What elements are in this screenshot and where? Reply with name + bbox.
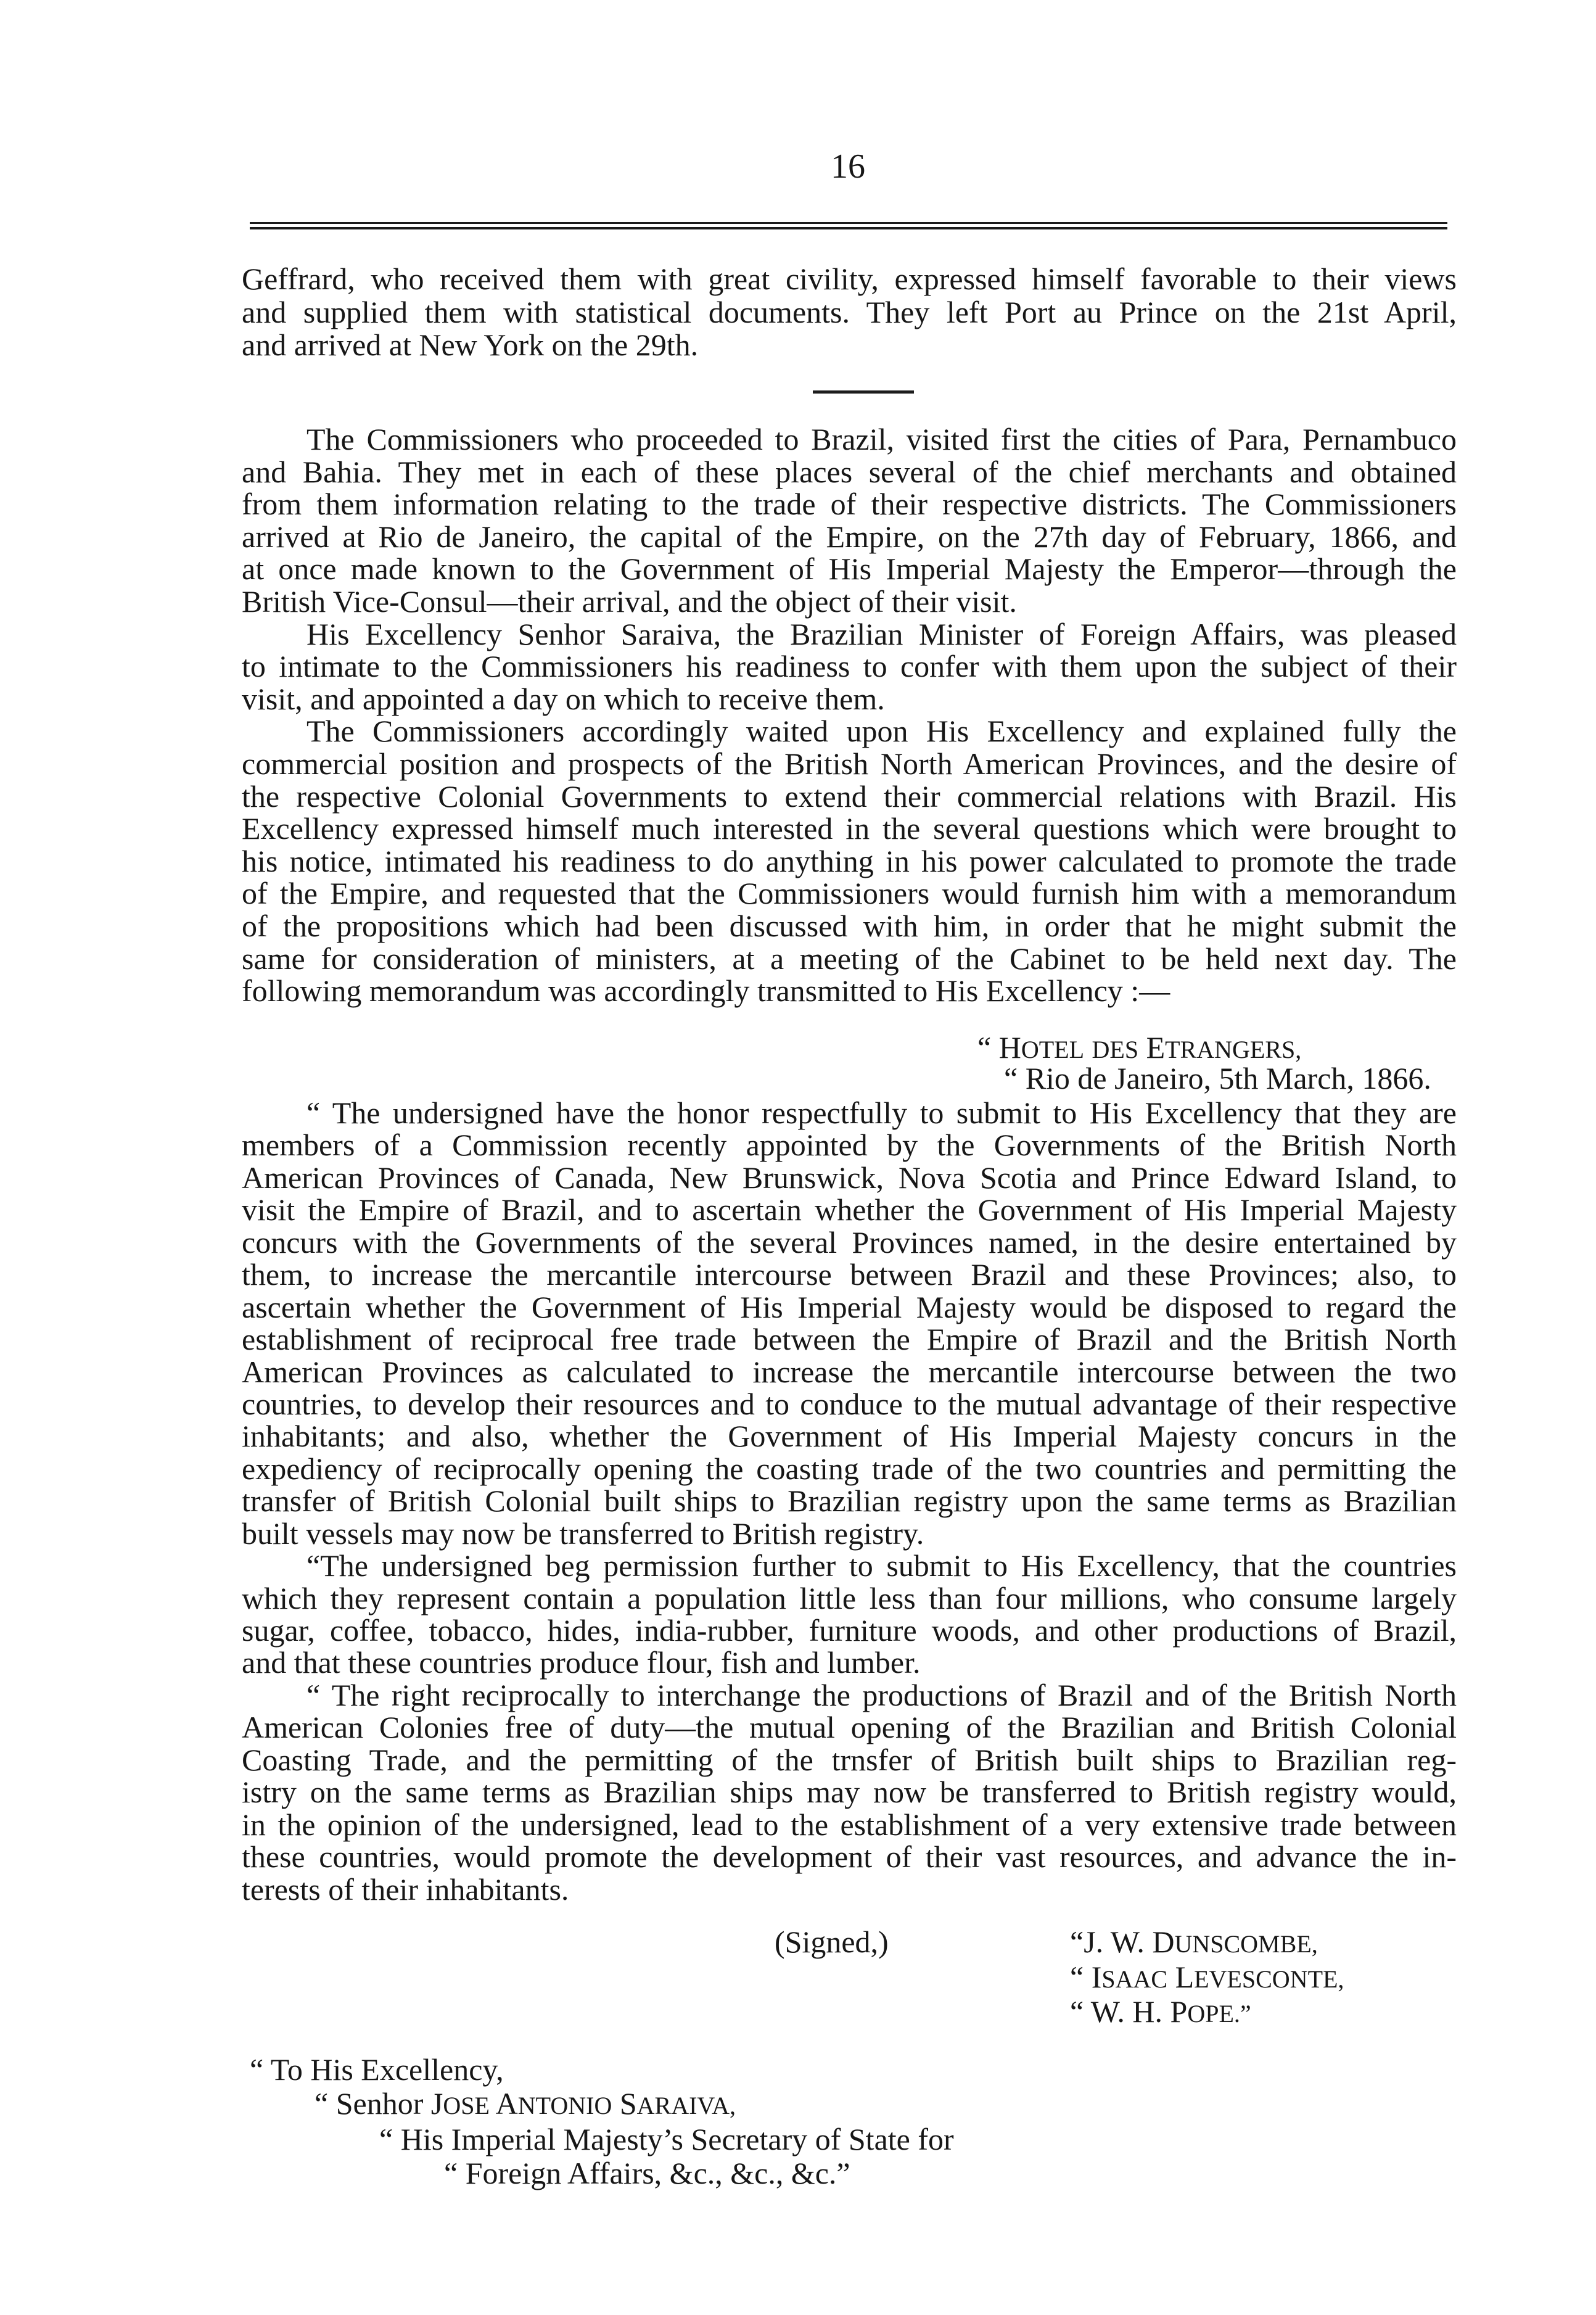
text-line: establishment of reciprocal free trade between the Empire of Brazil and the British North (242, 1322, 1457, 1357)
text-line: built vessels may now be transferred to British registry. (242, 1516, 924, 1551)
small-caps-run: EVESCONTE, (1194, 1965, 1344, 1993)
text-line: from them information relating to the trade of their respective districts. The Commissioners (242, 487, 1457, 522)
text-line: American Colonies free of duty—the mutual opening of the Brazilian and British Colonial (242, 1710, 1457, 1745)
paragraph (242, 715, 1457, 1007)
narrative-section (242, 423, 1457, 1007)
text-line: Geffrard, who received them with great civility, expressed himself favorable to their views (242, 262, 1457, 296)
text-line: “ The undersigned have the honor respectfully to submit to His Excellency that they are (306, 1096, 1457, 1130)
memo-heading-hotel (977, 1032, 1301, 1065)
text-line: The Commissioners accordingly waited upon His Excellency and explained fully the (306, 714, 1457, 749)
text-line: which they represent contain a population little less than four millions, who consume largely (242, 1580, 1457, 1616)
text-line: ascertain whether the Government of His Imperial Majesty would be disposed to regard the (242, 1289, 1457, 1324)
small-caps-run: SAAC (1101, 1965, 1168, 1993)
text-line: istry on the same terms as Brazilian ships may now be transferred to British registry would, (242, 1775, 1457, 1810)
signatory (1070, 1926, 1344, 1961)
small-caps-run: TRANGERS, (1165, 1036, 1302, 1063)
recipient-address (250, 2053, 954, 2190)
signatory-surname: DUNSCOMBE, (1152, 1925, 1318, 1959)
small-caps-run: UNSCOMBE, (1174, 1930, 1318, 1958)
text-line: inhabitants; and also, whether the Government of His Imperial Majesty concurs in the (242, 1419, 1457, 1454)
text-line: American Provinces as calculated to increase the mercantile intercourse between the two (242, 1354, 1457, 1389)
text-line: same for consideration of ministers, at a meeting of the Cabinet to be held next day. The (242, 941, 1457, 976)
small-caps-run: NTONIO (517, 2092, 612, 2119)
paragraph (242, 1550, 1457, 1679)
signatories (1070, 1926, 1344, 2031)
signatory-surname: ISAAC LEVESCONTE, (1091, 1959, 1344, 1994)
text-line: countries, to develop their resources and to conduce to the mutual advantage of their respective (242, 1386, 1457, 1421)
text-line: of the propositions which had been discussed with him, in order that he might submit the (242, 908, 1457, 943)
small-caps-run: OTEL (1021, 1036, 1084, 1063)
text-line: to intimate to the Commissioners his readiness to confer with them upon the subject of their (242, 649, 1457, 684)
recipient-line: “ Foreign Affairs, &c., &c., &c.” (444, 2156, 850, 2190)
memorandum-body (242, 1097, 1457, 1905)
text-line: and arrived at New York on the 29th. (242, 328, 699, 362)
text-line: and supplied them with statistical documents. They left Port au Prince on the 21st April, (242, 294, 1457, 329)
header-double-rule-bottom (250, 227, 1447, 229)
recipient-line (315, 2087, 954, 2123)
text-line: following memorandum was accordingly transmitted to His Excellency :— (242, 973, 1170, 1009)
text-line: concurs with the Governments of the several Provinces named, in the desire entertained by (242, 1224, 1457, 1260)
text-line: his notice, intimated his readiness to do anything in his power calculated to promote the trade (242, 843, 1457, 878)
signed-label: (Signed,) (775, 1925, 889, 1959)
signatory (1070, 1961, 1344, 1996)
section-divider-rule (813, 390, 914, 394)
recipient-title: “ Senhor (315, 2086, 424, 2121)
text-line: “The undersigned beg permission further to submit to His Excellency, that the countries (306, 1548, 1457, 1583)
signatory-initials: “ (1070, 1959, 1084, 1994)
text-line: of the Empire, and requested that the Commissioners would furnish him with a memorandum (242, 876, 1457, 911)
recipient-line: “ His Imperial Majesty’s Secretary of State for (379, 2122, 954, 2156)
text-line: these countries, would promote the development of their vast resources, and advance the in- (242, 1839, 1457, 1875)
small-caps-run: DES (1092, 1036, 1139, 1063)
text-line: and Bahia. They met in each of these places several of the chief merchants and obtained (242, 454, 1457, 489)
text-line: The Commissioners who proceeded to Brazil, visited first the cities of Para, Pernambuco (306, 422, 1457, 456)
paragraph (242, 618, 1457, 716)
recipient-name: JOSE ANTONIO SARAIVA, (430, 2086, 736, 2121)
small-caps-run: OSE (443, 2092, 490, 2119)
text-line: visit the Empire of Brazil, and to ascertain whether the Government of His Imperial Majesty (242, 1192, 1457, 1228)
text-line: members of a Commission recently appointed by the Governments of the British North (242, 1128, 1457, 1163)
page-number: 16 (831, 147, 865, 186)
text-line: Excellency expressed himself much interested in the several questions which were brought to (242, 811, 1457, 846)
hotel-name: HOTEL DES ETRANGERS, (998, 1030, 1302, 1065)
text-line: His Excellency Senhor Saraiva, the Brazilian Minister of Foreign Affairs, was pleased (306, 616, 1457, 651)
header-double-rule-top (250, 222, 1447, 224)
paragraph (242, 423, 1457, 618)
continuation-paragraph (242, 263, 1457, 362)
text-line: commercial position and prospects of the British North American Provinces, and the desire of (242, 746, 1457, 781)
text-line: expediency of reciprocally opening the coasting trade of the two countries and permitting the (242, 1451, 1457, 1486)
text-line: visit, and appointed a day on which to receive them. (242, 681, 885, 716)
text-line: American Provinces of Canada, New Brunswick, Nova Scotia and Prince Edward Island, to (242, 1160, 1457, 1195)
text-line: terests of their inhabitants. (242, 1871, 569, 1907)
small-caps-run: ARAIVA, (636, 2092, 736, 2119)
memo-heading-place-date: “ Rio de Janeiro, 5th March, 1866. (1004, 1061, 1431, 1096)
signatory (1070, 1995, 1344, 2031)
text-line: in the opinion of the undersigned, lead to the establishment of a very extensive trade between (242, 1807, 1457, 1842)
text-line: Coasting Trade, and the permitting of the trnsfer of British built ships to Brazilian reg- (242, 1742, 1457, 1777)
signatory-surname: POPE.” (1170, 1994, 1251, 2029)
text-line: British Vice-Consul—their arrival, and the object of their visit. (242, 584, 1017, 619)
signatory-initials: “ W. H. (1070, 1994, 1162, 2029)
text-line: at once made known to the Government of His Imperial Majesty the Emperor—through the (242, 551, 1457, 587)
small-caps-run: OPE.” (1187, 2000, 1251, 2028)
opening-quote: “ (977, 1030, 992, 1065)
text-line: sugar, coffee, tobacco, hides, india-rubber, furniture woods, and other productions of Brazil, (242, 1613, 1457, 1648)
paragraph (242, 1097, 1457, 1550)
text-line: “ The right reciprocally to interchange the productions of Brazil and of the British North (306, 1677, 1457, 1712)
text-line: the respective Colonial Governments to extend their commercial relations with Brazil. His (242, 778, 1457, 814)
signatory-initials: “J. W. (1070, 1925, 1145, 1959)
text-line: transfer of British Colonial built ships to Brazilian registry upon the same terms as Brazilian (242, 1483, 1457, 1519)
text-line: them, to increase the mercantile intercourse between Brazil and these Provinces; also, to (242, 1257, 1457, 1292)
text-line: arrived at Rio de Janeiro, the capital of the Empire, on the 27th day of February, 1866, and (242, 519, 1457, 554)
paragraph (242, 1679, 1457, 1905)
text-line: and that these countries produce flour, fish and lumber. (242, 1645, 921, 1680)
recipient-line: “ To His Excellency, (250, 2052, 504, 2087)
